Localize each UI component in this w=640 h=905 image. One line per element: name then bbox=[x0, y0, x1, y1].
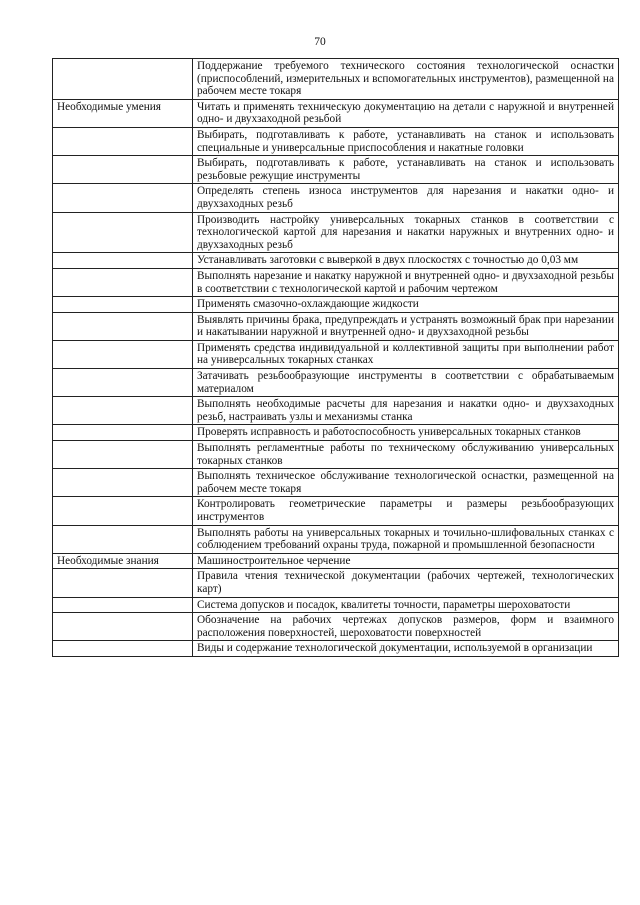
requirement-text: Применять смазочно-охлаждающие жидкости bbox=[193, 297, 619, 313]
section-label bbox=[53, 253, 193, 269]
section-label bbox=[53, 297, 193, 313]
requirement-text: Правила чтения технической документации (рабочих чертежей, технологических карт) bbox=[193, 569, 619, 597]
section-label bbox=[53, 184, 193, 212]
competency-table bbox=[52, 58, 619, 657]
requirement-text: Выявлять причины брака, предупреждать и устранять возможный брак при нарезании и накатывании наружной и внутренней одно- и двухзаходной резьбы bbox=[193, 312, 619, 340]
table-row bbox=[53, 127, 619, 155]
section-label bbox=[53, 613, 193, 641]
table-row bbox=[53, 59, 619, 100]
section-label bbox=[53, 59, 193, 100]
requirement-text: Определять степень износа инструментов для нарезания и накатки одно- и двухзаходных резьб bbox=[193, 184, 619, 212]
requirement-text: Затачивать резьбообразующие инструменты в соответствии с обрабатываемым материалом bbox=[193, 369, 619, 397]
table-row bbox=[53, 469, 619, 497]
table-row bbox=[53, 268, 619, 296]
table-row bbox=[53, 340, 619, 368]
page-number: 70 bbox=[314, 36, 326, 48]
section-label bbox=[53, 425, 193, 441]
table-row bbox=[53, 369, 619, 397]
section-label bbox=[53, 397, 193, 425]
section-label bbox=[53, 497, 193, 525]
section-label bbox=[53, 525, 193, 553]
requirement-text: Производить настройку универсальных токарных станков в соответствии с технологической картой для нарезания и накатки наружных и внутренних одно- и двухзаходных резьб bbox=[193, 212, 619, 253]
table-row bbox=[53, 99, 619, 127]
requirement-text: Машиностроительное черчение bbox=[193, 553, 619, 569]
section-label bbox=[53, 569, 193, 597]
section-label bbox=[53, 127, 193, 155]
table-row bbox=[53, 569, 619, 597]
section-label-knowledge: Необходимые знания bbox=[53, 553, 193, 569]
requirement-text: Контролировать геометрические параметры и размеры резьбообразующих инструментов bbox=[193, 497, 619, 525]
requirement-text: Система допусков и посадок, квалитеты точности, параметры шероховатости bbox=[193, 597, 619, 613]
table-row bbox=[53, 497, 619, 525]
requirement-text: Применять средства индивидуальной и коллективной защиты при выполнении работ на универсальных токарных станках bbox=[193, 340, 619, 368]
competency-table-body bbox=[53, 59, 619, 657]
table-row bbox=[53, 553, 619, 569]
requirement-text: Выбирать, подготавливать к работе, устанавливать на станок и использовать специальные и универсальные приспособления и накатные головки bbox=[193, 127, 619, 155]
section-label bbox=[53, 597, 193, 613]
section-label bbox=[53, 212, 193, 253]
table-row bbox=[53, 253, 619, 269]
requirement-text: Обозначение на рабочих чертежах допусков размеров, форм и взаимного расположения поверхностей, шероховатости поверхностей bbox=[193, 613, 619, 641]
table-row bbox=[53, 441, 619, 469]
table-row bbox=[53, 525, 619, 553]
table-row bbox=[53, 641, 619, 657]
table-row bbox=[53, 312, 619, 340]
section-label bbox=[53, 641, 193, 657]
section-label bbox=[53, 268, 193, 296]
requirement-text: Выбирать, подготавливать к работе, устанавливать на станок и использовать резьбовые режущие инструменты bbox=[193, 156, 619, 184]
section-label bbox=[53, 469, 193, 497]
requirement-text: Читать и применять техническую документацию на детали с наружной и внутренней одно- и двухзаходной резьбой bbox=[193, 99, 619, 127]
requirement-text: Выполнять нарезание и накатку наружной и внутренней одно- и двухзаходной резьбы в соответствии с технологической картой и рабочим чертежом bbox=[193, 268, 619, 296]
requirement-text: Поддержание требуемого технического состояния технологической оснастки (приспособлений, измерительных и вспомогательных инструментов), размещенной на рабочем месте токаря bbox=[193, 59, 619, 100]
table-row bbox=[53, 156, 619, 184]
requirement-text: Виды и содержание технологической документации, используемой в организации bbox=[193, 641, 619, 657]
table-row bbox=[53, 397, 619, 425]
requirement-text: Проверять исправность и работоспособность универсальных токарных станков bbox=[193, 425, 619, 441]
section-label bbox=[53, 369, 193, 397]
section-label bbox=[53, 312, 193, 340]
requirement-text: Выполнять необходимые расчеты для нарезания и накатки одно- и двухзаходных резьб, настраивать узлы и механизмы станка bbox=[193, 397, 619, 425]
requirement-text: Выполнять регламентные работы по техническому обслуживанию универсальных токарных станков bbox=[193, 441, 619, 469]
table-row bbox=[53, 597, 619, 613]
table-row bbox=[53, 212, 619, 253]
requirement-text: Выполнять работы на универсальных токарных и точильно-шлифовальных станках с соблюдением требований охраны труда, пожарной и промышленной безопасности bbox=[193, 525, 619, 553]
requirement-text: Устанавливать заготовки с выверкой в двух плоскостях с точностью до 0,03 мм bbox=[193, 253, 619, 269]
table-row bbox=[53, 613, 619, 641]
table-row bbox=[53, 297, 619, 313]
table-row bbox=[53, 184, 619, 212]
section-label bbox=[53, 156, 193, 184]
section-label bbox=[53, 441, 193, 469]
requirement-text: Выполнять техническое обслуживание технологической оснастки, размещенной на рабочем месте токаря bbox=[193, 469, 619, 497]
section-label-skills: Необходимые умения bbox=[53, 99, 193, 127]
table-row bbox=[53, 425, 619, 441]
section-label bbox=[53, 340, 193, 368]
